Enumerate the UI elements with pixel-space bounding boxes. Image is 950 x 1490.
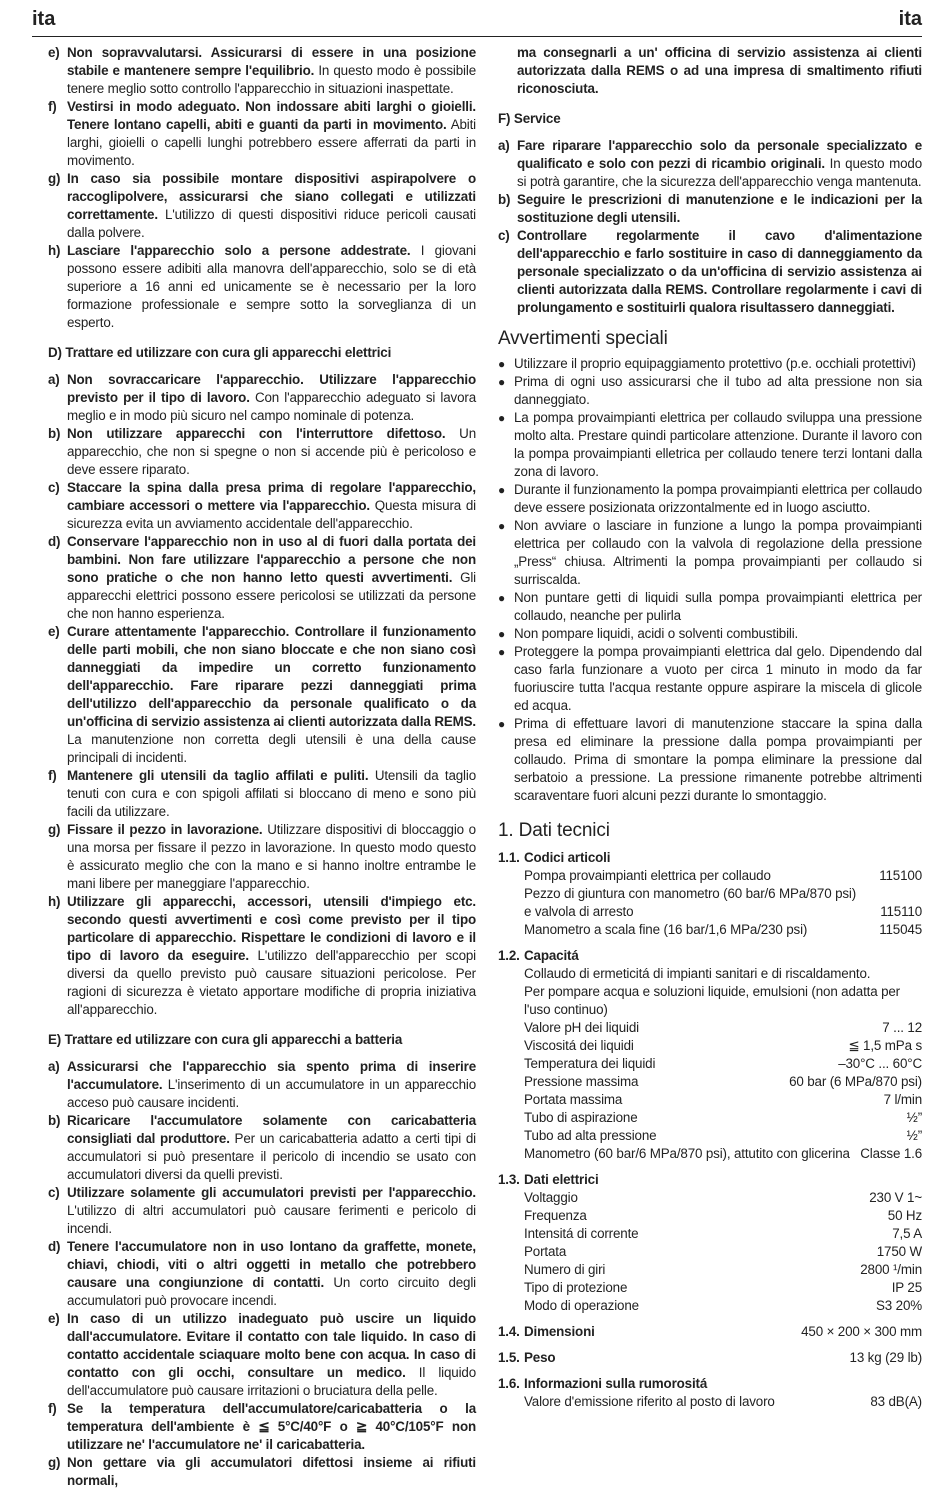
item-label: f): [48, 768, 57, 783]
list-item: [48, 623, 476, 767]
dimensions-value: 450 × 200 × 300 mm: [801, 1324, 922, 1339]
list-d: [48, 371, 476, 1019]
table-row: [498, 1019, 922, 1037]
item-text: [67, 1238, 476, 1310]
item-regular-text: In questo modo è possibile tenere meglio sotto controllo l'apparecchio in situazioni inaspettate.: [67, 63, 476, 96]
item-label: b): [48, 1113, 61, 1128]
bullet-icon: ●: [498, 411, 506, 425]
list-item: [498, 227, 922, 317]
list-item: [48, 242, 476, 332]
table-row: [498, 885, 922, 903]
row-name: Manometro (60 bar/6 MPa/870 psi), attutito con glicerina: [524, 1146, 850, 1161]
list-item: [48, 1184, 476, 1238]
table-row: [498, 1189, 922, 1207]
bullet-item: [498, 715, 922, 805]
table-row: [498, 1261, 922, 1279]
list-item: [48, 98, 476, 170]
bullet-icon: ●: [498, 645, 506, 659]
item-bold-text: Non gettare via gli accumulatori difettosi insieme ai rifiuti normali,: [67, 1455, 476, 1488]
item-regular-text: L'utilizzo di altri accumulatori può causare ferimenti e pericolo di incendi.: [67, 1203, 476, 1236]
bullet-text: Non avviare o lasciare in funzione a lungo la pompa provaimpianti elettrica per collaudo con la valvola di regolazione della pressione „Press“ chiusa. Altrimenti la pompa provaimpianti per collaudo si surriscalda.: [514, 518, 922, 587]
capacity-text-1: Collaudo di ermeticitá di impianti sanitari e di riscaldamento.: [524, 966, 871, 981]
bullet-item: [498, 355, 922, 373]
item-bold-text: Fissare il pezzo in lavorazione.: [67, 822, 263, 837]
item-text: [67, 170, 476, 242]
item-bold-text: Seguire le prescrizioni di manutenzione e le indicazioni per la sostituzione degli utensili.: [517, 192, 922, 225]
item-text: [67, 425, 476, 479]
list-item: [48, 821, 476, 893]
row-value: ≦ 1,5 mPa s: [848, 1038, 922, 1053]
electric-table: [498, 1189, 922, 1315]
item-text: [67, 1184, 476, 1238]
left-column: [48, 44, 476, 1490]
item-regular-text: Abiti larghi, gioielli o capelli lunghi potrebbero essere afferrati da parti in movimento.: [67, 117, 476, 168]
item-regular-text: L'inserimento di un accumulatore in un apparecchio acceso può causare incidenti.: [67, 1077, 476, 1110]
row-name: Viscositá dei liquidi: [524, 1038, 634, 1053]
item-text: [517, 137, 922, 191]
table-row: [498, 1055, 922, 1073]
bullet-text: Prima di effettuare lavori di manutenzione staccare la spina dalla presa ed eliminare la pressione dalla pompa provaimpianti per collaudo. Prima di smontare la pompa eliminare la pressione dal serbatoio a pressione. La pressione rimanente potrebbe altrimenti scaraventare fuori alcuni pezzi durante lo smontaggio.: [514, 716, 922, 803]
row-name: Modo di operazione: [524, 1298, 639, 1313]
row-value: Classe 1.6: [860, 1146, 922, 1161]
bullet-list: [498, 355, 922, 805]
item-label: d): [48, 534, 61, 549]
item-bold-text: Curare attentamente l'apparecchio. Controllare il funzionamento delle parti mobili, che non siano bloccate e che non siano così danneggiati da impedire un corretto funzionamento dell'apparecchio. Fare riparare pezzi danneggiati prima dell'utilizzo dell'apparecchio da personale qualificato o da un'officina di servizio assistenza ai clienti autorizzata dalla REMS.: [67, 624, 476, 729]
row-value: 2800 ¹/min: [860, 1262, 922, 1277]
page-header: [32, 6, 922, 37]
item-text: [67, 1400, 476, 1454]
list-item: [498, 137, 922, 191]
item-bold-text: Mantenere gli utensili da taglio affilati e puliti.: [67, 768, 369, 783]
table-row: [498, 1225, 922, 1243]
continuation-text: ma consegnarli a un' officina di servizio assistenza ai clienti autorizzata dalla REMS o ad una impresa di smaltimento rifiuti riconosciuta.: [517, 45, 922, 96]
codes-table: [498, 867, 922, 939]
item-text: [517, 191, 922, 227]
item-text: [67, 479, 476, 533]
item-bold-text: Utilizzare solamente gli accumulatori previsti per l'apparecchio.: [67, 1185, 476, 1200]
bullet-icon: ●: [498, 591, 506, 605]
item-label: d): [48, 1239, 61, 1254]
list-item: [48, 1454, 476, 1490]
row-name: Tipo di protezione: [524, 1280, 628, 1295]
table-row: [498, 921, 922, 939]
item-bold-text: Non sopravvalutarsi. Assicurarsi di essere in una posizione stabile e mantenere sempre l'equilibrio.: [67, 45, 476, 78]
item-label: a): [48, 1059, 60, 1074]
table-row: [498, 1145, 922, 1163]
bullet-icon: ●: [498, 627, 506, 641]
item-regular-text: Il liquido dell'accumulatore può causare irritazioni o bruciatura della pelle.: [67, 1365, 476, 1398]
bullet-icon: ●: [498, 483, 506, 497]
row-value: 83 dB(A): [870, 1394, 922, 1409]
item-bold-text: In caso di un utilizzo inadeguato può uscire un liquido dall'accumulatore. Evitare il contatto con tale liquido. In caso di contatto accidentale sciaquare molto bene con acqua. In caso di contatto con gli occhi, consultare un medico.: [67, 1311, 476, 1380]
row-value: 1750 W: [876, 1244, 922, 1259]
item-label: e): [48, 45, 60, 60]
section-d-title: D) Trattare ed utilizzare con cura gli apparecchi elettrici: [48, 345, 392, 360]
item-bold-text: Utilizzare gli apparecchi, accessori, utensili d'impiego etc. secondo questi avvertimenti e così come previsto per il tipo particolare di apparecchio. Rispettare le condizioni di lavoro e il tipo di lavoro da eseguire.: [67, 894, 476, 963]
list-item: [48, 1058, 476, 1112]
continuation-paragraph: [498, 44, 922, 98]
item-bold-text: Controllare regolarmente il cavo d'alimentazione dell'apparecchio e farlo sostituire in caso di danneggiamento da personale specializzato o da un'officina di servizio assistenza ai clienti autorizzata dalla REMS. Controllare regolarmente i cavi di prolungamento e sostituirli qualora risultassero danneggiati.: [517, 228, 922, 315]
section-1-3-title: 1.3. Dati elettrici: [498, 1172, 599, 1187]
table-row: [498, 1091, 922, 1109]
bullet-icon: ●: [498, 519, 506, 533]
row-value: ½”: [906, 1110, 922, 1125]
row-value: 7 l/min: [883, 1092, 922, 1107]
item-label: b): [498, 192, 511, 207]
bullet-item: [498, 589, 922, 625]
list-item: [48, 893, 476, 1019]
bullet-item: [498, 643, 922, 715]
row-value: 7,5 A: [892, 1226, 922, 1241]
item-bold-text: Ricaricare l'accumulatore solamente con caricabatteria consigliati dal produttore.: [67, 1113, 476, 1146]
special-warnings-title: Avvertimenti speciali: [498, 328, 668, 349]
bullet-icon: ●: [498, 717, 506, 731]
section-1-1-title: 1.1. Codici articoli: [498, 850, 611, 865]
item-label: e): [48, 1311, 60, 1326]
section-f-title: F) Service: [498, 111, 561, 126]
item-text: [67, 371, 476, 425]
item-regular-text: L'utilizzo di questi dispositivi riduce pericoli causati dalla polvere.: [67, 207, 476, 240]
list-item: [48, 44, 476, 98]
item-text: [67, 893, 476, 1019]
item-bold-text: Conservare l'apparecchio non in uso al di fuori dalla portata dei bambini. Non fare utilizzare l'apparecchio a persone che non sono pratiche o che non hanno letto questi avvertimenti.: [67, 534, 476, 585]
table-row: [498, 867, 922, 885]
item-label: e): [48, 624, 60, 639]
item-regular-text: I giovani possono essere adibiti alla manovra dell'apparecchio, solo se di età superiore a 16 anni ed unicamente se è necessario per la loro formazione professionale e sempre sotto la sorveglianza di un esperto.: [67, 243, 476, 330]
item-bold-text: Staccare la spina dalla presa prima di regolare l'apparecchio, cambiare accessori o mettere via l'apparecchio.: [67, 480, 476, 513]
weight-value: 13 kg (29 lb): [849, 1350, 922, 1365]
item-label: a): [48, 372, 60, 387]
list-item: [48, 425, 476, 479]
bullet-text: Utilizzare il proprio equipaggiamento protettivo (p.e. occhiali protettivi): [514, 356, 916, 371]
section-e-title: E) Trattare ed utilizzare con cura gli apparecchi a batteria: [48, 1032, 403, 1047]
item-text: [67, 1058, 476, 1112]
bullet-text: Durante il funzionamento la pompa provaimpianti elettrica per collaudo deve essere posizionata orizzontalmente ed in luogo asciutto.: [514, 482, 922, 515]
tech-title: 1. Dati tecnici: [498, 820, 610, 841]
item-regular-text: In questo modo si potrà garantire, che la sicurezza dell'apparecchio venga mantenuta.: [517, 156, 922, 189]
row-name: Portata: [524, 1244, 567, 1259]
table-row: [498, 1297, 922, 1315]
bullet-item: [498, 409, 922, 481]
list-f: [498, 137, 922, 317]
item-regular-text: Utilizzare dispositivi di bloccaggio o una morsa per fissare il pezzo in lavorazione. In questo modo questo è assicurato meglio che con la mano e si hanno inoltre entrambe le mani libere per maneggiare l'apparecchio.: [67, 822, 476, 891]
bullet-icon: ●: [498, 357, 506, 371]
item-bold-text: Assicurarsi che l'apparecchio sia spento prima di inserire l'accumulatore.: [67, 1059, 476, 1092]
list-item: [48, 767, 476, 821]
item-text: [67, 242, 476, 332]
item-text: [67, 1454, 476, 1490]
row-value: –30°C ... 60°C: [838, 1056, 922, 1071]
bullet-item: [498, 481, 922, 517]
row-value: IP 25: [891, 1280, 922, 1295]
item-label: h): [48, 894, 61, 909]
item-bold-text: Tenere l'accumulatore non in uso lontano da graffette, monete, chiavi, chiodi, viti o altri oggetti in metallo che potrebbero causare una congiunzione di contatti.: [67, 1239, 476, 1290]
table-row: [498, 1073, 922, 1091]
section-1-4-row: 1.4. Dimensioni 450 × 200 × 300 mm: [498, 1324, 922, 1339]
item-label: f): [48, 1401, 57, 1416]
bullet-text: La pompa provaimpianti elettrica per collaudo sviluppa una pressione molto alta. Prestare quindi particolare attenzione. Durante il lavoro con la pompa provaimpianti elletrica per collaudo tenere terzi lontani dalla zona di lavoro.: [514, 410, 922, 479]
row-value: S3 20%: [876, 1298, 922, 1313]
row-value: ½”: [906, 1128, 922, 1143]
row-value: 50 Hz: [887, 1208, 922, 1223]
table-row: [498, 1127, 922, 1145]
row-name: Pressione massima: [524, 1074, 639, 1089]
list-e: [48, 1058, 476, 1490]
item-regular-text: Un apparecchio, che non si spegne o non si accende più è pericoloso e deve essere riparato.: [67, 426, 476, 477]
section-1-5-row: 1.5. Peso 13 kg (29 lb): [498, 1350, 922, 1365]
list-item: [48, 170, 476, 242]
list-item: [48, 1238, 476, 1310]
item-regular-text: Gli apparecchi elettrici possono essere pericolosi se utilizzati da persone che non hanno esperienza.: [67, 570, 476, 621]
row-name: Pompa provaimpianti elettrica per collaudo: [524, 868, 771, 883]
row-name: Tubo ad alta pressione: [524, 1128, 657, 1143]
row-name: Voltaggio: [524, 1190, 578, 1205]
table-row: [498, 1109, 922, 1127]
row-name: e valvola di arresto: [524, 904, 634, 919]
item-regular-text: Un corto circuito degli accumulatori può provocare incendi.: [67, 1275, 476, 1308]
item-bold-text: In caso sia possibile montare dispositivi aspirapolvere o raccoglipolvere, assicurarsi che siano collegati e utilizzati correttamente.: [67, 171, 476, 222]
row-name: Tubo di aspirazione: [524, 1110, 638, 1125]
bullet-item: [498, 625, 922, 643]
bullet-text: Proteggere la pompa provaimpianti elettrica dal gelo. Dipendendo dal caso farla funzionare a vuoto per circa 1 minuto in modo da far fuoriuscire tutta l'acqua restante oppure aspirare la miscela di glicole ed acqua.: [514, 644, 922, 713]
table-row: [498, 1207, 922, 1225]
item-regular-text: L'utilizzo dell'apparecchio per scopi diversi da quello previsto può causare situazioni pericolose. Per ragioni di sicurezza è vietato apportare modifiche di propria iniziativa all'apparecchio.: [67, 948, 476, 1017]
item-text: [67, 98, 476, 170]
item-label: c): [498, 228, 510, 243]
item-bold-text: Non sovraccaricare l'apparecchio. Utilizzare l'apparecchio previsto per il tipo di lavoro.: [67, 372, 476, 405]
row-name: Pezzo di giuntura con manometro (60 bar/6 MPa/870 psi): [524, 886, 857, 901]
capacity-text-2: Per pompare acqua e soluzioni liquide, emulsioni (non adatta per l'uso continuo): [524, 984, 900, 1017]
row-value: 115110: [880, 904, 922, 919]
item-regular-text: Utensili da taglio tenuti con cura e con spigoli affilati si bloccano di meno e sono più facili da utilizzare.: [67, 768, 477, 819]
item-bold-text: Non utilizzare apparecchi con l'interruttore difettoso.: [67, 426, 446, 441]
section-1-6-title: 1.6. Informazioni sulla rumorositá: [498, 1376, 708, 1391]
table-row: [498, 1279, 922, 1297]
item-label: g): [48, 171, 61, 186]
item-text: [67, 1112, 476, 1184]
row-name: Manometro a scala fine (16 bar/1,6 MPa/230 psi): [524, 922, 808, 937]
item-label: g): [48, 1455, 61, 1470]
row-name: Portata massima: [524, 1092, 623, 1107]
language-label-right: ita: [898, 8, 922, 30]
item-label: a): [498, 138, 510, 153]
row-name: Frequenza: [524, 1208, 587, 1223]
item-label: b): [48, 426, 61, 441]
item-text: [67, 767, 476, 821]
capacity-table: [498, 1019, 922, 1163]
table-row: [498, 1393, 922, 1411]
item-text: [67, 533, 476, 623]
list-item: [48, 371, 476, 425]
list-item: [48, 479, 476, 533]
list-c: [48, 44, 476, 332]
bullet-text: Non pompare liquidi, acidi o solventi combustibili.: [514, 626, 799, 641]
item-bold-text: Fare riparare l'apparecchio solo da personale specializzato e qualificato e solo con pezzi di ricambio originali.: [517, 138, 922, 171]
section-1-2-title: 1.2. Capacitá: [498, 948, 579, 963]
item-label: c): [48, 1185, 60, 1200]
list-item: [498, 191, 922, 227]
row-name: Valore pH dei liquidi: [524, 1020, 639, 1035]
item-bold-text: Lasciare l'apparecchio solo a persone addestrate.: [67, 243, 411, 258]
item-regular-text: Per un caricabatteria adatto a certi tipi di accumulatori si può presentare il pericolo di incendio se usato con accumulatori diversi da quelli previsti.: [67, 1131, 476, 1182]
list-item: [48, 1310, 476, 1400]
item-text: [517, 227, 922, 317]
table-row: [498, 1243, 922, 1261]
row-value: 115100: [879, 868, 922, 883]
item-text: [67, 821, 476, 893]
item-bold-text: Se la temperatura dell'accumulatore/caricabatteria o la temperatura dell'ambiente è ≦ 5°C/40°F o ≧ 40°C/105°F non utilizzare ne' l'accumulatore ne' il caricabatteria.: [67, 1401, 476, 1452]
table-row: [498, 903, 922, 921]
language-label-left: ita: [32, 8, 56, 30]
row-value: 230 V 1~: [869, 1190, 922, 1205]
list-item: [48, 1112, 476, 1184]
item-regular-text: Con l'apparecchio adeguato si lavora meglio e in modo più sicuro nel campo nominale di potenza.: [67, 390, 476, 423]
item-label: f): [48, 99, 57, 114]
bullet-item: [498, 373, 922, 409]
bullet-text: Prima di ogni uso assicurarsi che il tubo ad alta pressione non sia danneggiato.: [514, 374, 922, 407]
item-text: [67, 44, 476, 98]
row-value: 7 ... 12: [882, 1020, 922, 1035]
item-text: [67, 623, 476, 767]
list-item: [48, 1400, 476, 1454]
row-value: 115045: [879, 922, 922, 937]
item-label: g): [48, 822, 61, 837]
bullet-text: Non puntare getti di liquidi sulla pompa provaimpianti elettrica per collaudo, neanche per pulirla: [514, 590, 922, 623]
row-name: Intensitá di corrente: [524, 1226, 639, 1241]
item-bold-text: Vestirsi in modo adeguato. Non indossare abiti larghi o gioielli. Tenere lontano capelli, abiti e guanti da parti in movimento.: [67, 99, 476, 132]
row-name: Valore d'emissione riferito al posto di lavoro: [524, 1394, 775, 1409]
row-name: Numero di giri: [524, 1262, 606, 1277]
item-label: c): [48, 480, 60, 495]
item-text: [67, 1310, 476, 1400]
list-item: [48, 533, 476, 623]
item-regular-text: Questa misura di sicurezza evita un avviamento accidentale dell'apparecchio.: [67, 498, 477, 531]
noise-table: [498, 1393, 922, 1411]
row-name: Temperatura dei liquidi: [524, 1056, 656, 1071]
bullet-icon: ●: [498, 375, 506, 389]
bullet-item: [498, 517, 922, 589]
table-row: [498, 1037, 922, 1055]
item-label: h): [48, 243, 61, 258]
right-column: [498, 44, 922, 1411]
item-regular-text: La manutenzione non corretta degli utensili è una della cause principali di incidenti.: [67, 732, 476, 765]
row-value: 60 bar (6 MPa/870 psi): [789, 1074, 922, 1089]
